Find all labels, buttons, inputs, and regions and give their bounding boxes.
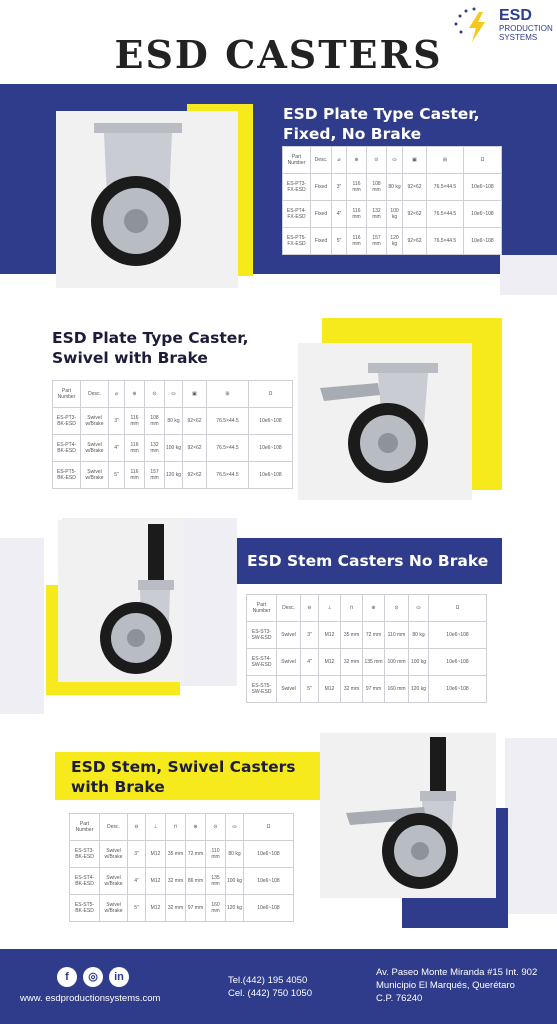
column-header-description: Desc. (277, 595, 301, 622)
swivel-radius-icon: ⊙ (385, 595, 409, 622)
table-row: ES-PT3-BK-ESD Swivel w/Brake 3" 116 mm 108 mm 80 kg 92×62 76.5×44.5 10e6~108 (53, 408, 293, 435)
swivel-radius-icon: ⊙ (145, 381, 165, 408)
column-header-description: Desc. (311, 147, 332, 174)
instagram-icon[interactable]: ◎ (83, 967, 103, 987)
column-header-part-number: Part Number (247, 595, 277, 622)
bolt-pattern-icon: ⊞ (207, 381, 249, 408)
swivel-radius-icon: ⊙ (206, 814, 226, 841)
address-text: Av. Paseo Monte Miranda #15 Int. 902 Municipio El Marqués, Querétaro C.P. 76240 (376, 967, 538, 1004)
wheel-diameter-icon: ⊖ (301, 595, 319, 622)
spec-table-fixed-plate (282, 146, 502, 255)
resistance-icon: Ω (464, 147, 502, 174)
table-row: ES-ST3-SW-ESD Swivel 3" M12 35 mm 72 mm 110 mm 80 kg 10e6~108 (247, 622, 487, 649)
company-logo[interactable] (452, 6, 557, 52)
height-icon: ⊕ (363, 595, 385, 622)
swivel-brake-caster-icon (298, 343, 472, 500)
table-row: ES-PT5-FX-ESD Fixed 5" 116 mm 157 mm 120 kg 92×62 76.5×44.5 10e6~108 (283, 228, 502, 255)
thread-icon: ⊥ (146, 814, 166, 841)
fixed-caster-icon (56, 111, 238, 288)
facebook-icon[interactable]: f (57, 967, 77, 987)
wheel-diameter-icon: ⌀ (332, 147, 347, 174)
logo-line-1: ESD (499, 7, 532, 24)
spec-table-stem-no-brake (246, 594, 487, 703)
load-icon: ⛀ (226, 814, 244, 841)
height-icon: ⊕ (186, 814, 206, 841)
section-4-heading: ESD Stem, Swivel Casters with Brake (71, 758, 296, 796)
wheel-diameter-icon: ⊖ (128, 814, 146, 841)
height-icon: ⊕ (347, 147, 367, 174)
table-row: ES-PT5-BK-ESD Swivel w/Brake 5" 116 mm 157 mm 120 kg 92×62 76.5×44.5 10e6~108 (53, 462, 293, 489)
plate-icon: ▣ (403, 147, 427, 174)
page-title: ESD CASTERS (114, 32, 443, 77)
table-row: ES-ST4-SW-ESD Swivel 4" M12 32 mm 135 mm 100 mm 100 kg 10e6~108 (247, 649, 487, 676)
column-header-description: Desc. (100, 814, 128, 841)
table-row: ES-ST5-SW-ESD Swivel 5" M12 32 mm 97 mm 160 mm 120 kg 10e6~108 (247, 676, 487, 703)
resistance-icon: Ω (249, 381, 293, 408)
table-row: ES-PT3-FX-ESD Fixed 3" 116 mm 108 mm 80 kg 92×62 76.5×44.5 10e6~108 (283, 174, 502, 201)
footer (0, 949, 557, 1024)
load-icon: ⛀ (387, 147, 403, 174)
swivel-radius-icon: ⊙ (367, 147, 387, 174)
stem-height-icon: ⊓ (166, 814, 186, 841)
stem-height-icon: ⊓ (341, 595, 363, 622)
product-photo-stem-brake-caster (320, 733, 496, 898)
wheel-diameter-icon: ⌀ (109, 381, 125, 408)
linkedin-icon[interactable]: in (109, 967, 129, 987)
product-photo-fixed-caster (56, 111, 238, 288)
phone-text: Tel.(442) 195 4050 Cel. (442) 750 1050 (228, 975, 312, 999)
column-header-part-number: Part Number (53, 381, 81, 408)
load-icon: ⛀ (165, 381, 183, 408)
height-icon: ⊕ (125, 381, 145, 408)
stem-caster-icon (58, 520, 184, 682)
column-header-description: Desc. (81, 381, 109, 408)
column-header-part-number: Part Number (70, 814, 100, 841)
product-photo-stem-caster (58, 520, 184, 682)
resistance-icon: Ω (244, 814, 294, 841)
logo-line-2: PRODUCTION (499, 24, 553, 33)
table-row: ES-ST5-BK-ESD Swivel w/Brake 5" M12 32 mm 97 mm 160 mm 120 kg 10e6~108 (70, 895, 294, 922)
section-4-grey-right (505, 738, 557, 914)
spec-table-stem-brake (69, 813, 294, 922)
bolt-pattern-icon: ⊞ (427, 147, 464, 174)
resistance-icon: Ω (429, 595, 487, 622)
lightning-logo-icon (452, 6, 496, 46)
table-row: ES-PT4-FX-ESD Fixed 4" 116 mm 132 mm 100 kg 92×62 76.5×44.5 10e6~108 (283, 201, 502, 228)
stem-brake-caster-icon (320, 733, 496, 898)
table-row: ES-PT4-BK-ESD Swivel w/Brake 4" 116 mm 132 mm 100 kg 92×62 76.5×44.5 10e6~108 (53, 435, 293, 462)
website-link[interactable]: www. esdproductionsystems.com (20, 993, 161, 1004)
spec-table-swivel-plate (52, 380, 293, 489)
section-3-heading: ESD Stem Casters No Brake (247, 552, 489, 570)
column-header-part-number: Part Number (283, 147, 311, 174)
section-1-heading: ESD Plate Type Caster, Fixed, No Brake (283, 105, 480, 143)
product-photo-swivel-brake-caster (298, 343, 472, 500)
section-3-grey-left (0, 538, 44, 714)
plate-icon: ▣ (183, 381, 207, 408)
section-2-heading: ESD Plate Type Caster, Swivel with Brake (52, 329, 249, 367)
table-row: ES-ST4-BK-ESD Swivel w/Brake 4" M12 32 mm 86 mm 135 mm 100 kg 10e6~108 (70, 868, 294, 895)
logo-line-3: SYSTEMS (499, 33, 538, 42)
section-1-grey-block (500, 255, 557, 295)
load-icon: ⛀ (409, 595, 429, 622)
thread-icon: ⊥ (319, 595, 341, 622)
table-row: ES-ST3-BK-ESD Swivel w/Brake 3" M12 35 mm 72 mm 110 mm 80 kg 10e6~108 (70, 841, 294, 868)
